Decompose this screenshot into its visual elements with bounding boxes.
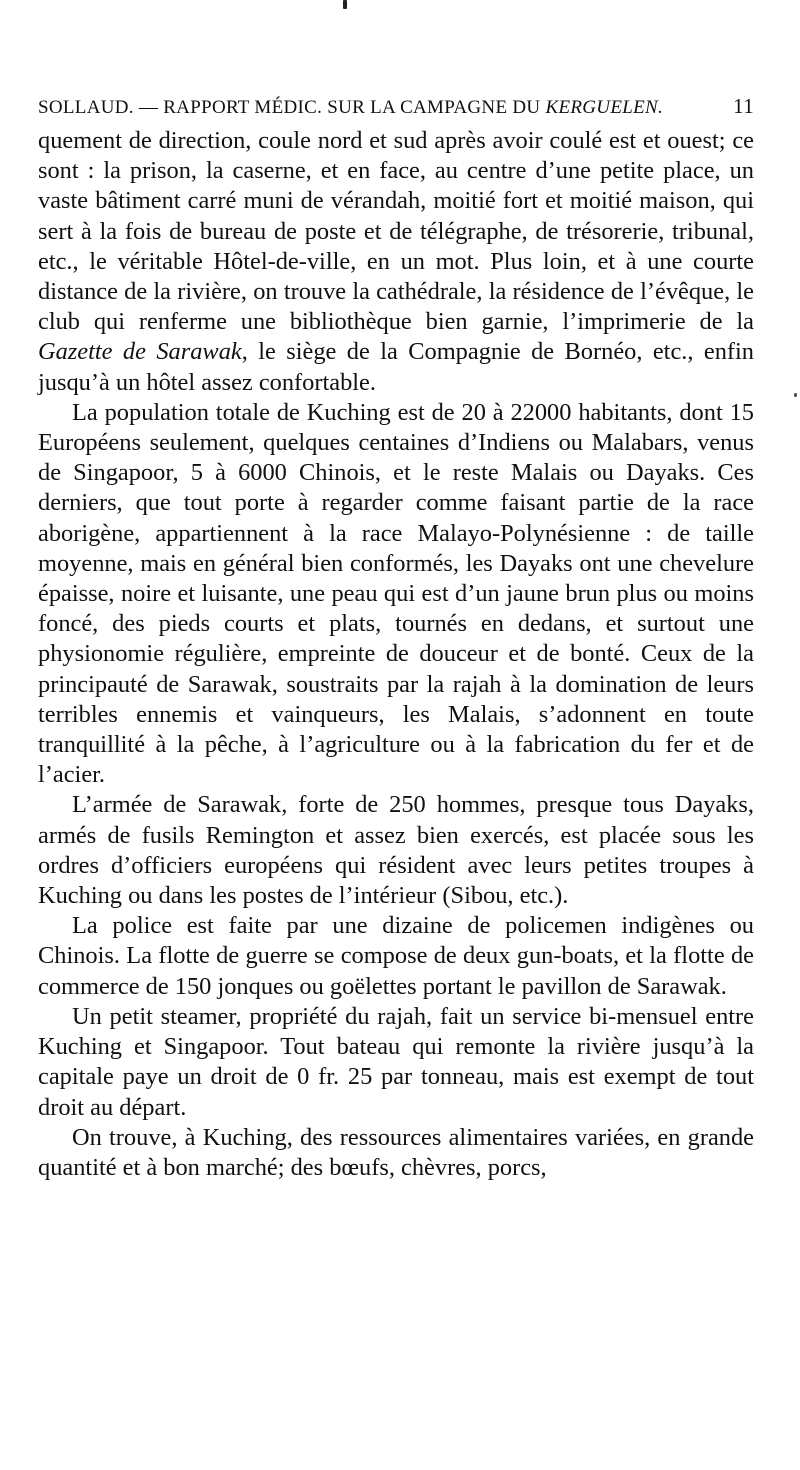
paragraph xyxy=(38,790,754,911)
text-run: L’armée de Sarawak, forte de 250 hommes, presque tous Dayaks, armés de fusils Remington et assez bien exercés, est placée sous les ordres d’officiers européens qui résident avec leurs petites troupes à Kuching ou dans les postes de l’intérieur (Sibou, etc.). xyxy=(38,791,754,910)
ink-speck xyxy=(794,393,797,397)
running-title xyxy=(38,97,663,119)
running-header xyxy=(38,94,754,124)
text-run: On trouve, à Kuching, des ressources alimentaires variées, en grande quantité et à bon marché; des bœufs, chèvres, porcs, xyxy=(38,1123,754,1181)
book-page xyxy=(38,0,754,1470)
text-run: La police est faite par une dizaine de policemen indigènes ou Chinois. La flotte de guerre se compose de deux gun-boats, et la flotte de commerce de 150 jonques ou goëlettes portant le pavillon de Sarawak. xyxy=(38,912,754,1000)
paragraph xyxy=(38,911,754,1002)
paragraph xyxy=(38,398,754,791)
page-number: 11 xyxy=(733,94,754,118)
paragraph xyxy=(38,1002,754,1123)
ship-name: KERGUELEN. xyxy=(545,97,664,118)
running-title-prefix: SOLLAUD. — RAPPORT MÉDIC. SUR LA CAMPAGNE DU xyxy=(38,97,546,118)
italic-title: Gazette de Sarawak xyxy=(38,338,242,366)
paragraph xyxy=(38,1123,754,1183)
body-text xyxy=(38,126,754,1183)
text-run: , le siège de la Compagnie de Bornéo, etc., enfin jusqu’à un hôtel assez confortable. xyxy=(38,338,754,396)
paragraph xyxy=(38,126,754,398)
text-run: Un petit steamer, propriété du rajah, fait un service bi-mensuel entre Kuching et Singapoor. Tout bateau qui remonte la rivière jusqu’à la capitale paye un droit de 0 fr. 25 par tonneau, mais est exempt de tout droit au départ. xyxy=(38,1002,754,1121)
text-run: quement de direction, coule nord et sud après avoir coulé est et ouest; ce sont : la prison, la caserne, et en face, au centre d’une petite place, un vaste bâtiment carré muni de vérandah, moitié fort et moitié maison, qui sert à la fois de bureau de poste et de télégraphe, de trésorerie, tribunal, etc., le véritable Hôtel-de-ville, en un mot. Plus loin, et à une courte distance de la rivière, on trouve la cathédrale, la résidence de l’évêque, le club qui renferme une bibliothèque bien garnie, l’imprimerie de la xyxy=(38,127,754,336)
text-run: La population totale de Kuching est de 20 à 22000 habitants, dont 15 Européens seulement, quelques centaines d’Indiens ou Malabars, venus de Singapoor, 5 à 6000 Chinois, et le reste Malais ou Dayaks. Ces derniers, que tout porte à regarder comme faisant partie de la race aborigène, appartiennent à la race Malayo-Polynésienne : de taille moyenne, mais en général bien conformés, les Dayaks ont une chevelure épaisse, noire et luisante, une peau qui est d’un jaune brun plus ou moins foncé, des pieds courts et plats, tournés en dedans, et surtout une physionomie régulière, empreinte de douceur et de bonté. Ceux de la principauté de Sarawak, soustraits par la rajah à la domination de leurs terribles ennemis et vainqueurs, les Malais, s’adonnent en toute tranquillité à la pêche, à l’agriculture ou à la fabrication du fer et de l’acier. xyxy=(38,398,754,789)
